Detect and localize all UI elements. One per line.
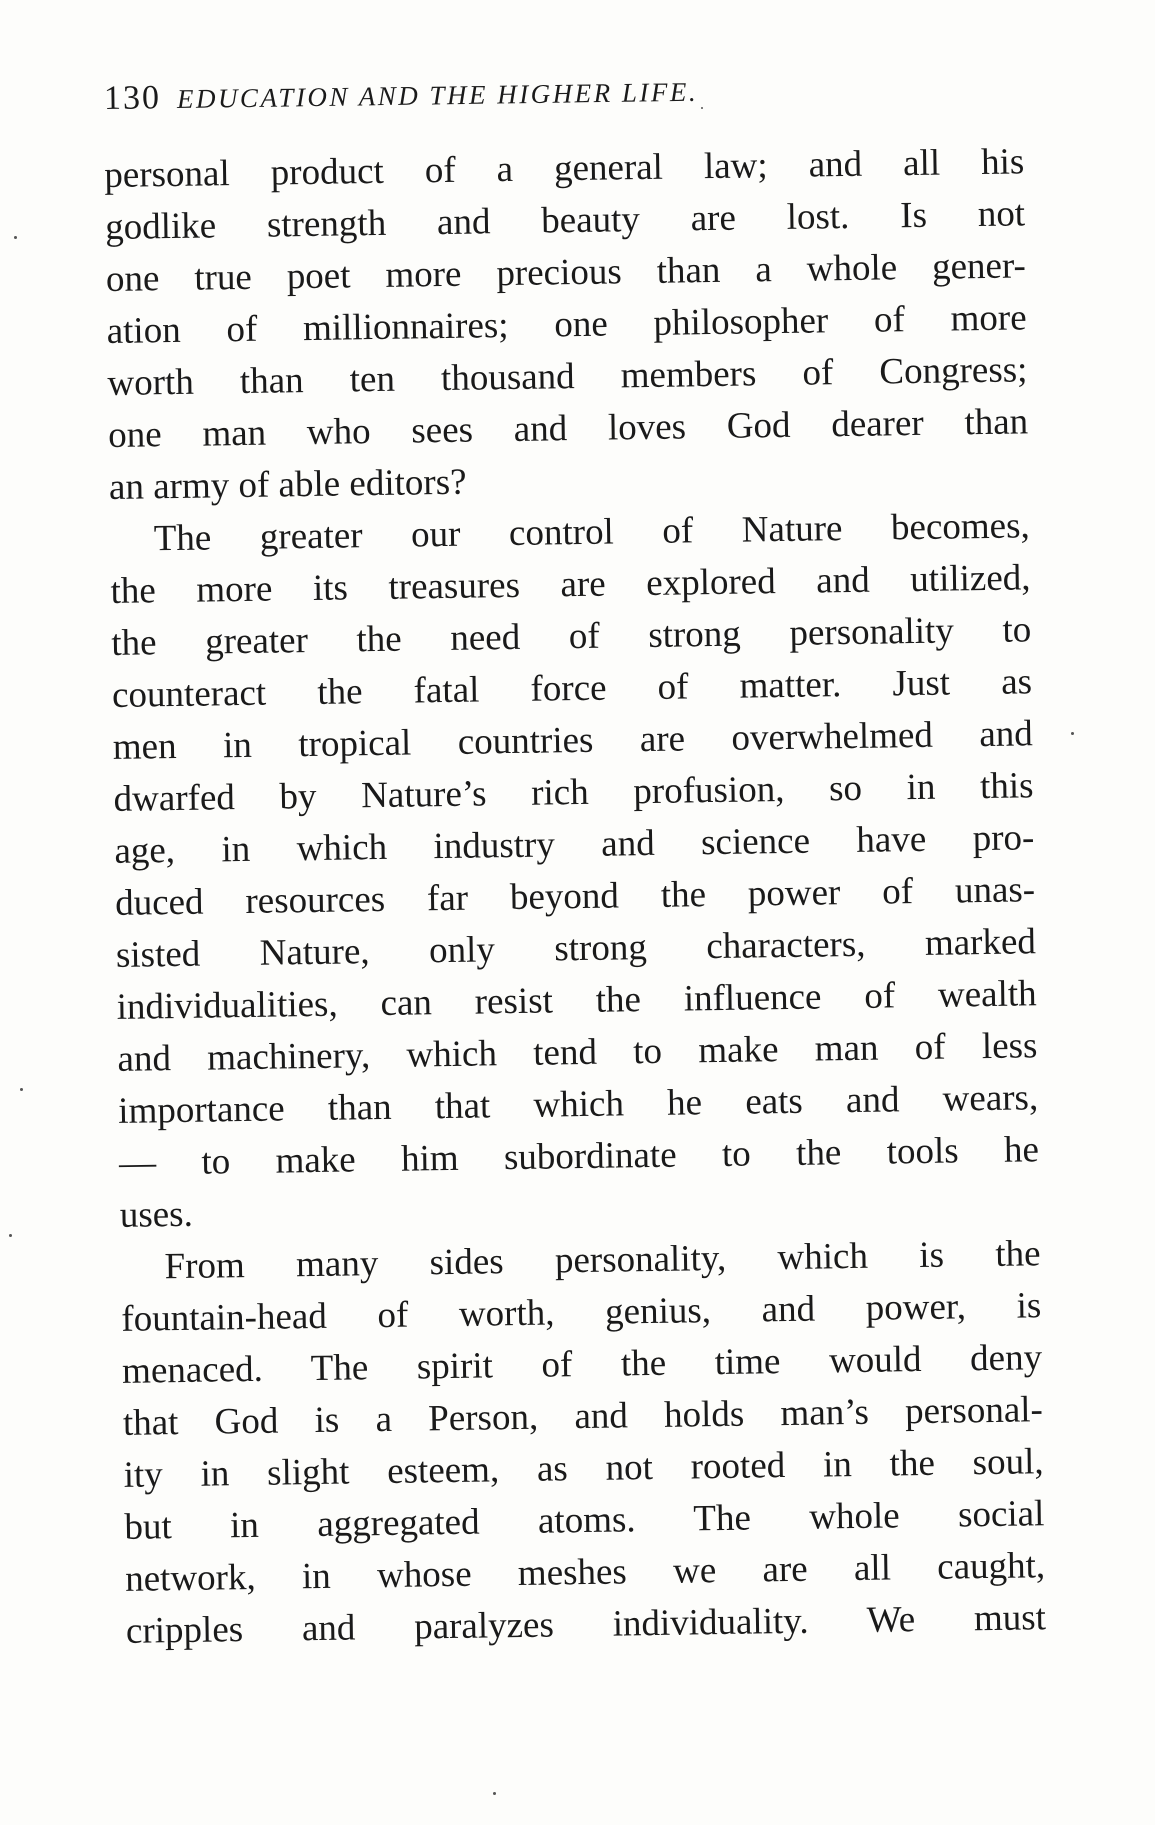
- running-head: EDUCATION AND THE HIGHER LIFE.: [176, 76, 699, 114]
- paragraph-2: [109, 500, 1040, 1242]
- text-line: dwarfed by Nature’s rich profusion, so in this: [113, 765, 1034, 820]
- text-line: duced resources far beyond the power of unas-: [114, 869, 1036, 924]
- text-line: counteract the fatal force of matter. Just as: [111, 661, 1033, 716]
- text-line: age, in which industry and science have pro-: [114, 817, 1035, 872]
- text-line: importance than that which he eats and wears,: [117, 1077, 1039, 1132]
- text-line: — to make him subordinate to the tools he: [118, 1129, 1040, 1184]
- scan-speck: [1071, 732, 1074, 735]
- text-line: one true poet more precious than a whole gener-: [105, 245, 1027, 300]
- text-line: and machinery, which tend to make man of less: [117, 1025, 1038, 1080]
- text-line: fountain-head of worth, genius, and power, is: [121, 1285, 1042, 1340]
- text-line: worth than ten thousand members of Congress;: [107, 349, 1028, 404]
- text-line: men in tropical countries are overwhelmed and: [112, 713, 1034, 768]
- text-line: sisted Nature, only strong characters, marked: [115, 921, 1037, 976]
- text-line: network, in whose meshes we are all caught,: [124, 1545, 1046, 1600]
- text-line: one man who sees and loves God dearer than: [107, 401, 1029, 456]
- text-line: personal product of a general law; and all his: [104, 141, 1025, 196]
- scan-speck: [9, 1234, 12, 1237]
- text-line: the more its treasures are explored and utilized,: [110, 557, 1031, 612]
- scan-speck: [701, 107, 703, 109]
- text-line: that God is a Person, and holds man’s personal-: [122, 1389, 1044, 1444]
- scan-speck: [493, 1792, 496, 1795]
- text-line: an army of able editors?: [108, 461, 467, 508]
- text-line: menaced. The spirit of the time would deny: [121, 1337, 1043, 1392]
- body-text: [104, 136, 1046, 1657]
- text-line: the greater the need of strong personality to: [111, 609, 1032, 664]
- page-header: [104, 67, 1005, 126]
- text-line: The greater our control of Nature becomes,: [153, 505, 1030, 560]
- text-line: cripples and paralyzes individuality. We must: [125, 1597, 1047, 1652]
- page-number: 130: [103, 79, 162, 117]
- text-line: uses.: [119, 1193, 194, 1236]
- text-line: ity in slight esteem, as not rooted in the soul,: [123, 1441, 1044, 1496]
- text-line: individualities, can resist the influence of wealth: [116, 973, 1037, 1028]
- text-line: godlike strength and beauty are lost. Is not: [104, 193, 1026, 248]
- scan-speck: [14, 236, 17, 239]
- text-line: but in aggregated atoms. The whole social: [124, 1493, 1045, 1548]
- paragraph-3: [120, 1228, 1046, 1658]
- text-line: ation of millionnaires; one philosopher of more: [106, 297, 1027, 352]
- text-line: From many sides personality, which is the: [164, 1233, 1041, 1288]
- scan-speck: [20, 1088, 23, 1091]
- paragraph-1: [104, 136, 1029, 514]
